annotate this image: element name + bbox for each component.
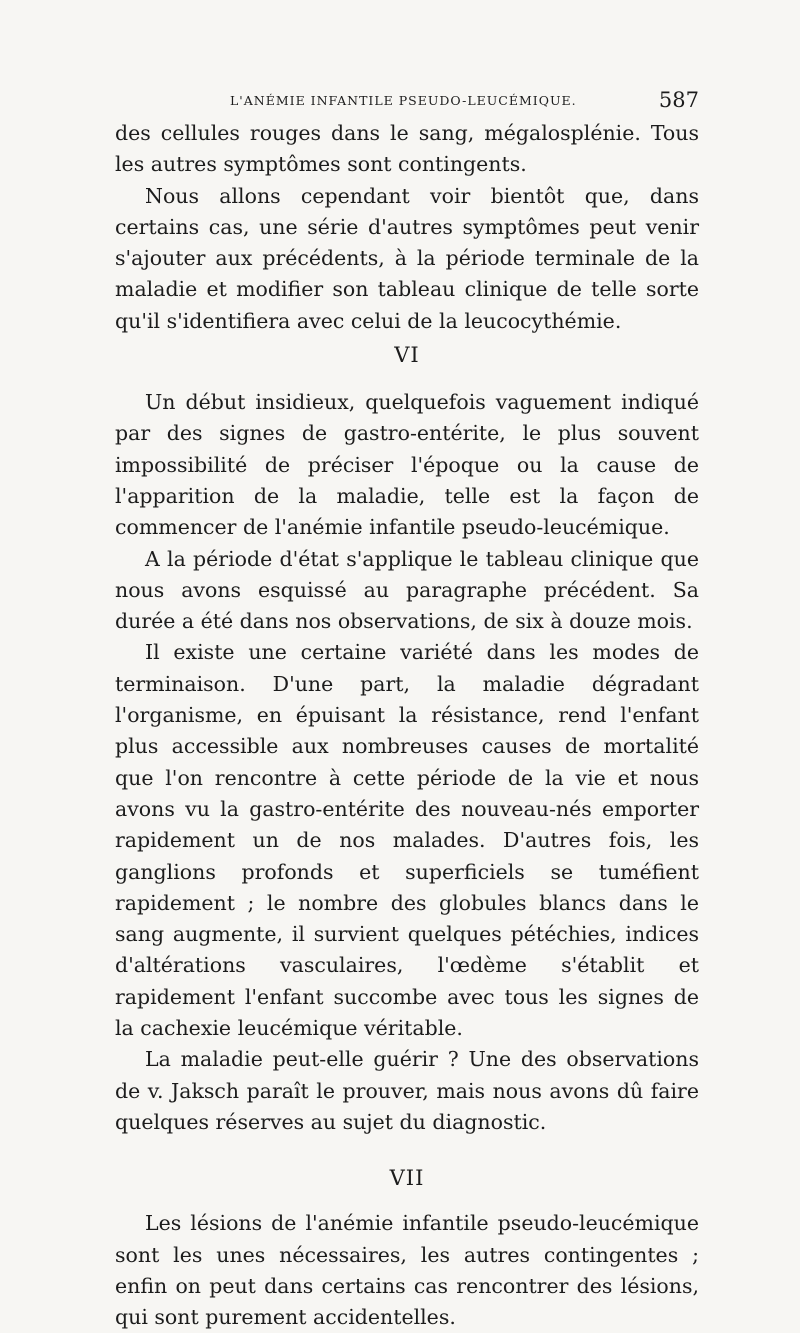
paragraph: Il existe une certaine variété dans les modes de terminaison. D'une part, la maladie dégradant l'organisme, en épuisant la résistance, rend l'enfant plus accessible aux nombreuses causes de mortalité que l'on rencontre à cette période de la vie et nous avons vu la gastro-entérite des nouveau-nés emporter rapidement un de nos malades. D'autres fois, les ganglions profonds et superficiels se tuméfient rapidement ; le nombre des globules blancs dans le sang augmente, il survient quelques pétéchies, indices d'altérations vasculaires, l'œdème s'établit et rapidement l'enfant succombe avec tous les signes de la cachexie leucémique véritable. — [115, 640, 699, 1041]
running-title: L'ANÉMIE INFANTILE PSEUDO-LEUCÉMIQUE. — [230, 93, 577, 108]
paragraph: A la période d'état s'applique le tableau clinique que nous avons esquissé au paragraphe précédent. Sa durée a été dans nos observations, de six à douze mois. — [115, 546, 699, 634]
running-head — [115, 88, 699, 118]
section-heading-vi: VI — [394, 343, 420, 368]
paragraph-continued: des cellules rouges dans le sang, mégalosplénie. Tous les autres symptômes sont contingents. — [115, 121, 699, 177]
paragraph: Les lésions de l'anémie infantile pseudo-leucémique sont les unes nécessaires, les autres contingentes ; enfin on peut dans certains cas rencontrer des lésions, qui sont purement accidentelles. — [115, 1211, 699, 1330]
book-page — [115, 88, 699, 1333]
paragraph: Nous allons cependant voir bientôt que, dans certains cas, une série d'autres symptômes peut venir s'ajouter aux précédents, à la période terminale de la maladie et modifier son tableau clinique de telle sorte qu'il s'identifiera avec celui de la leucocythémie. — [115, 183, 699, 333]
paragraph: Un début insidieux, quelquefois vaguement indiqué par des signes de gastro-entérite, le plus souvent impossibilité de préciser l'époque ou la cause de l'apparition de la maladie, telle est la façon de commencer de l'anémie infantile pseudo-leucémique. — [115, 390, 699, 540]
section-heading-vii: VII — [389, 1166, 425, 1191]
page-number: 587 — [658, 88, 699, 112]
paragraph: La maladie peut-elle guérir ? Une des observations de v. Jaksch paraît le prouver, mais nous avons dû faire quelques réserves au sujet du diagnostic. — [115, 1047, 699, 1134]
